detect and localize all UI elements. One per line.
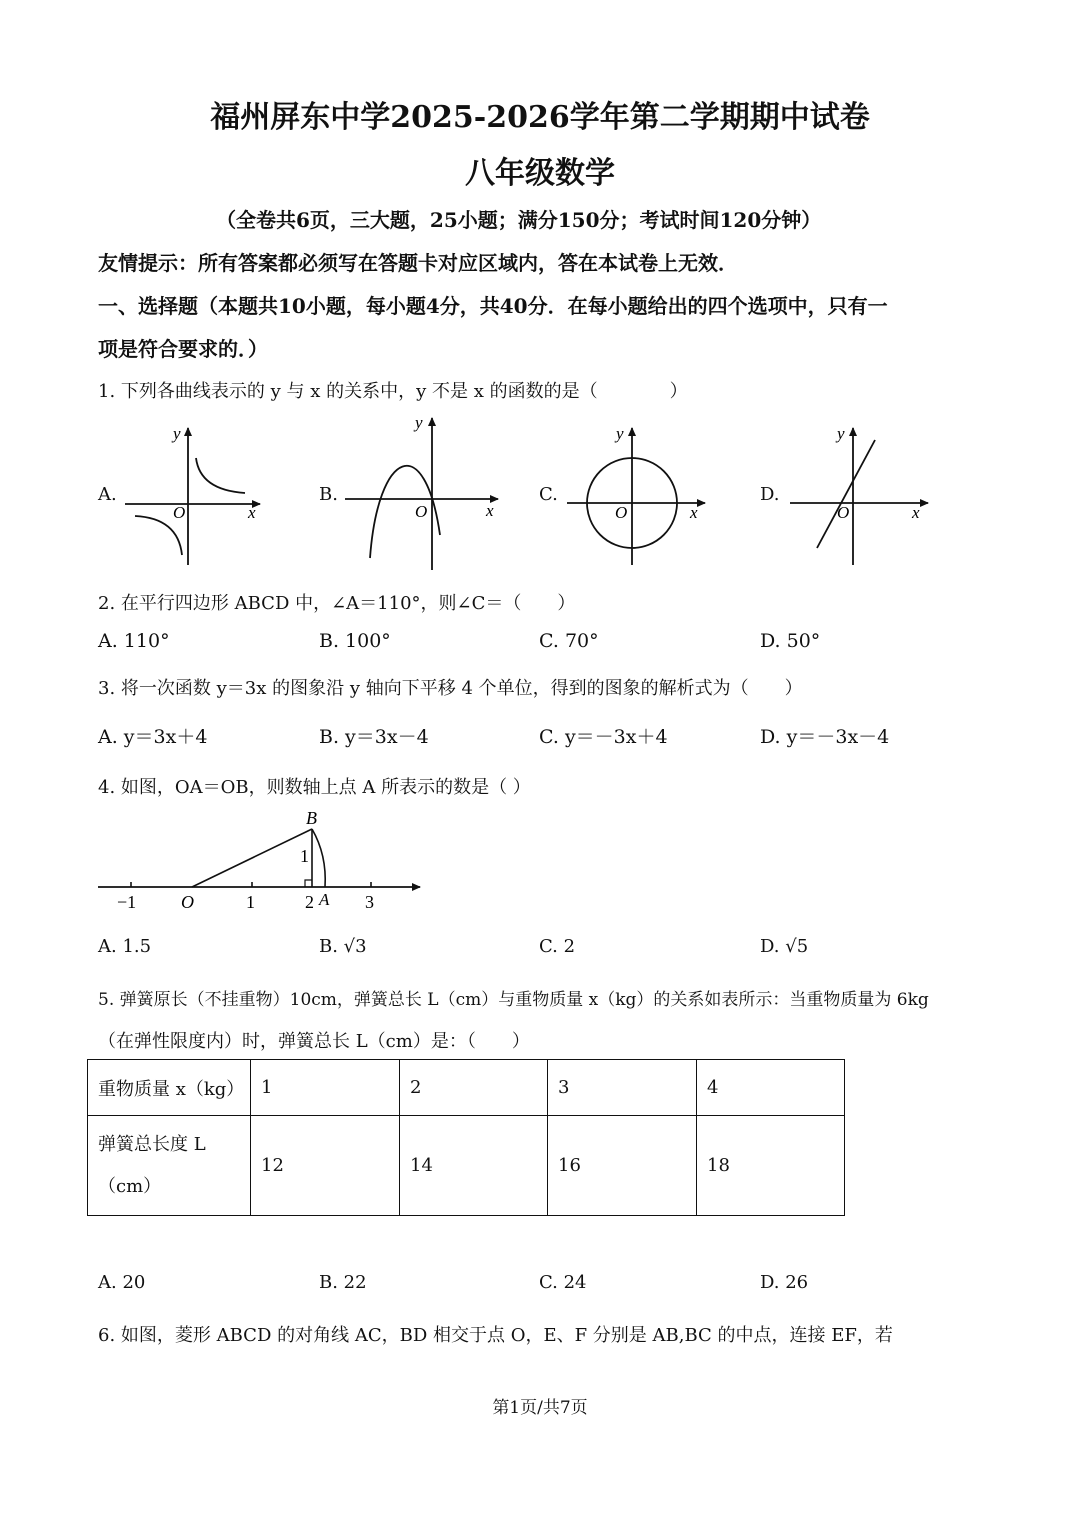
q3-option-d: D. y＝－3x－4: [760, 726, 890, 748]
q1-option-a-label: A.: [98, 484, 117, 505]
q1-graph-a: [120, 420, 270, 570]
q1-c-y-label: y: [616, 424, 624, 443]
q4-option-d: D. √5: [760, 936, 809, 957]
q4-number-line-figure: [95, 805, 435, 915]
q1-option-b-label: B.: [319, 484, 338, 505]
q2-stem: 2. 在平行四边形 ABCD 中，∠A＝110°，则∠C＝（ ）: [98, 593, 576, 614]
q4-option-b: B. √3: [319, 936, 367, 957]
exam-subject: 八年级数学: [465, 156, 615, 191]
q3-option-a: A. y＝3x＋4: [98, 726, 208, 748]
q5-stem-line2: （在弹性限度内）时，弹簧总长 L（cm）是：（ ）: [98, 1031, 530, 1052]
q5-option-c: C. 24: [539, 1272, 587, 1293]
q1-b-x-label: x: [486, 501, 494, 520]
table-row: [88, 1060, 845, 1116]
q2-option-c: C. 70°: [539, 630, 599, 652]
q4-tick-neg1: −1: [117, 892, 137, 912]
q1-c-x-label: x: [690, 503, 698, 522]
table-cell: 2: [400, 1060, 548, 1116]
q4-tick-2: 2: [305, 892, 314, 912]
q2-option-a: A. 110°: [98, 630, 170, 652]
table-cell: 16: [548, 1116, 697, 1216]
section1-heading-line1: 一、选择题（本题共10小题，每小题4分，共40分．在每小题给出的四个选项中，只有一: [98, 294, 888, 318]
exam-title: 福州屏东中学2025-2026学年第二学期期中试卷: [210, 100, 870, 135]
q4-stem: 4. 如图，OA＝OB，则数轴上点 A 所表示的数是（ ）: [98, 777, 531, 798]
q1-option-c-label: C.: [539, 484, 558, 505]
q1-a-origin-label: O: [173, 503, 186, 522]
q4-height-label: 1: [300, 846, 309, 866]
page-number: 第1页/共7页: [492, 1398, 588, 1418]
q1-a-y-label: y: [173, 424, 181, 443]
table-cell: 3: [548, 1060, 697, 1116]
q1-stem: 1. 下列各曲线表示的 y 与 x 的关系中，y 不是 x 的函数的是（ ）: [98, 381, 688, 402]
q5-option-b: B. 22: [319, 1272, 367, 1293]
q4-option-c: C. 2: [539, 936, 576, 957]
table-cell: [88, 1116, 251, 1216]
q1-d-x-label: x: [912, 503, 920, 522]
exam-info: （全卷共6页，三大题，25小题；满分150分；考试时间120分钟）: [216, 208, 822, 232]
q2-option-b: B. 100°: [319, 630, 391, 652]
q1-a-x-label: x: [248, 503, 256, 522]
q4-point-b-label: B: [306, 808, 317, 828]
q5-row2-header-line2: （cm）: [98, 1175, 162, 1197]
q1-b-y-label: y: [415, 413, 423, 432]
table-cell: 18: [697, 1116, 845, 1216]
exam-notice: 友情提示：所有答案都必须写在答题卡对应区域内，答在本试卷上无效．: [98, 251, 738, 275]
q1-option-d-label: D.: [760, 484, 780, 505]
q1-b-origin-label: O: [415, 502, 428, 521]
q4-tick-3: 3: [365, 892, 374, 912]
q3-stem: 3. 将一次函数 y＝3x 的图象沿 y 轴向下平移 4 个单位，得到的图象的解析式为（ ）: [98, 678, 803, 699]
q5-stem-line1: 5. 弹簧原长（不挂重物）10cm，弹簧总长 L（cm）与重物质量 x（kg）的关系如表所示：当重物质量为 6kg: [98, 990, 929, 1010]
section1-heading-line2: 项是符合要求的．）: [98, 337, 268, 361]
table-cell: 4: [697, 1060, 845, 1116]
table-cell: 12: [251, 1116, 400, 1216]
q1-graph-b: [340, 410, 505, 575]
q5-row2-header-line1: 弹簧总长度 L: [98, 1133, 206, 1155]
table-cell: 1: [251, 1060, 400, 1116]
q6-stem: 6. 如图，菱形 ABCD 的对角线 AC，BD 相交于点 O，E、F 分别是 AB,BC 的中点，连接 EF，若: [98, 1325, 893, 1346]
q4-point-a-label: A: [319, 890, 330, 909]
q3-option-c: C. y＝－3x＋4: [539, 726, 668, 748]
q1-c-origin-label: O: [615, 503, 628, 522]
q5-option-a: A. 20: [98, 1272, 146, 1293]
table-row: [88, 1116, 845, 1216]
q4-option-a: A. 1.5: [98, 936, 152, 957]
table-cell: 14: [400, 1116, 548, 1216]
q3-option-b: B. y＝3x－4: [319, 726, 429, 748]
q1-d-y-label: y: [837, 424, 845, 443]
q4-tick-origin: O: [181, 892, 194, 912]
q5-data-table: [87, 1059, 845, 1216]
q4-tick-1: 1: [246, 892, 255, 912]
q2-option-d: D. 50°: [760, 630, 821, 652]
q5-option-d: D. 26: [760, 1272, 809, 1293]
q1-d-origin-label: O: [837, 503, 850, 522]
q1-graph-d: [785, 420, 935, 570]
table-cell: 重物质量 x（kg）: [88, 1060, 251, 1116]
q1-graph-c: [562, 420, 712, 570]
